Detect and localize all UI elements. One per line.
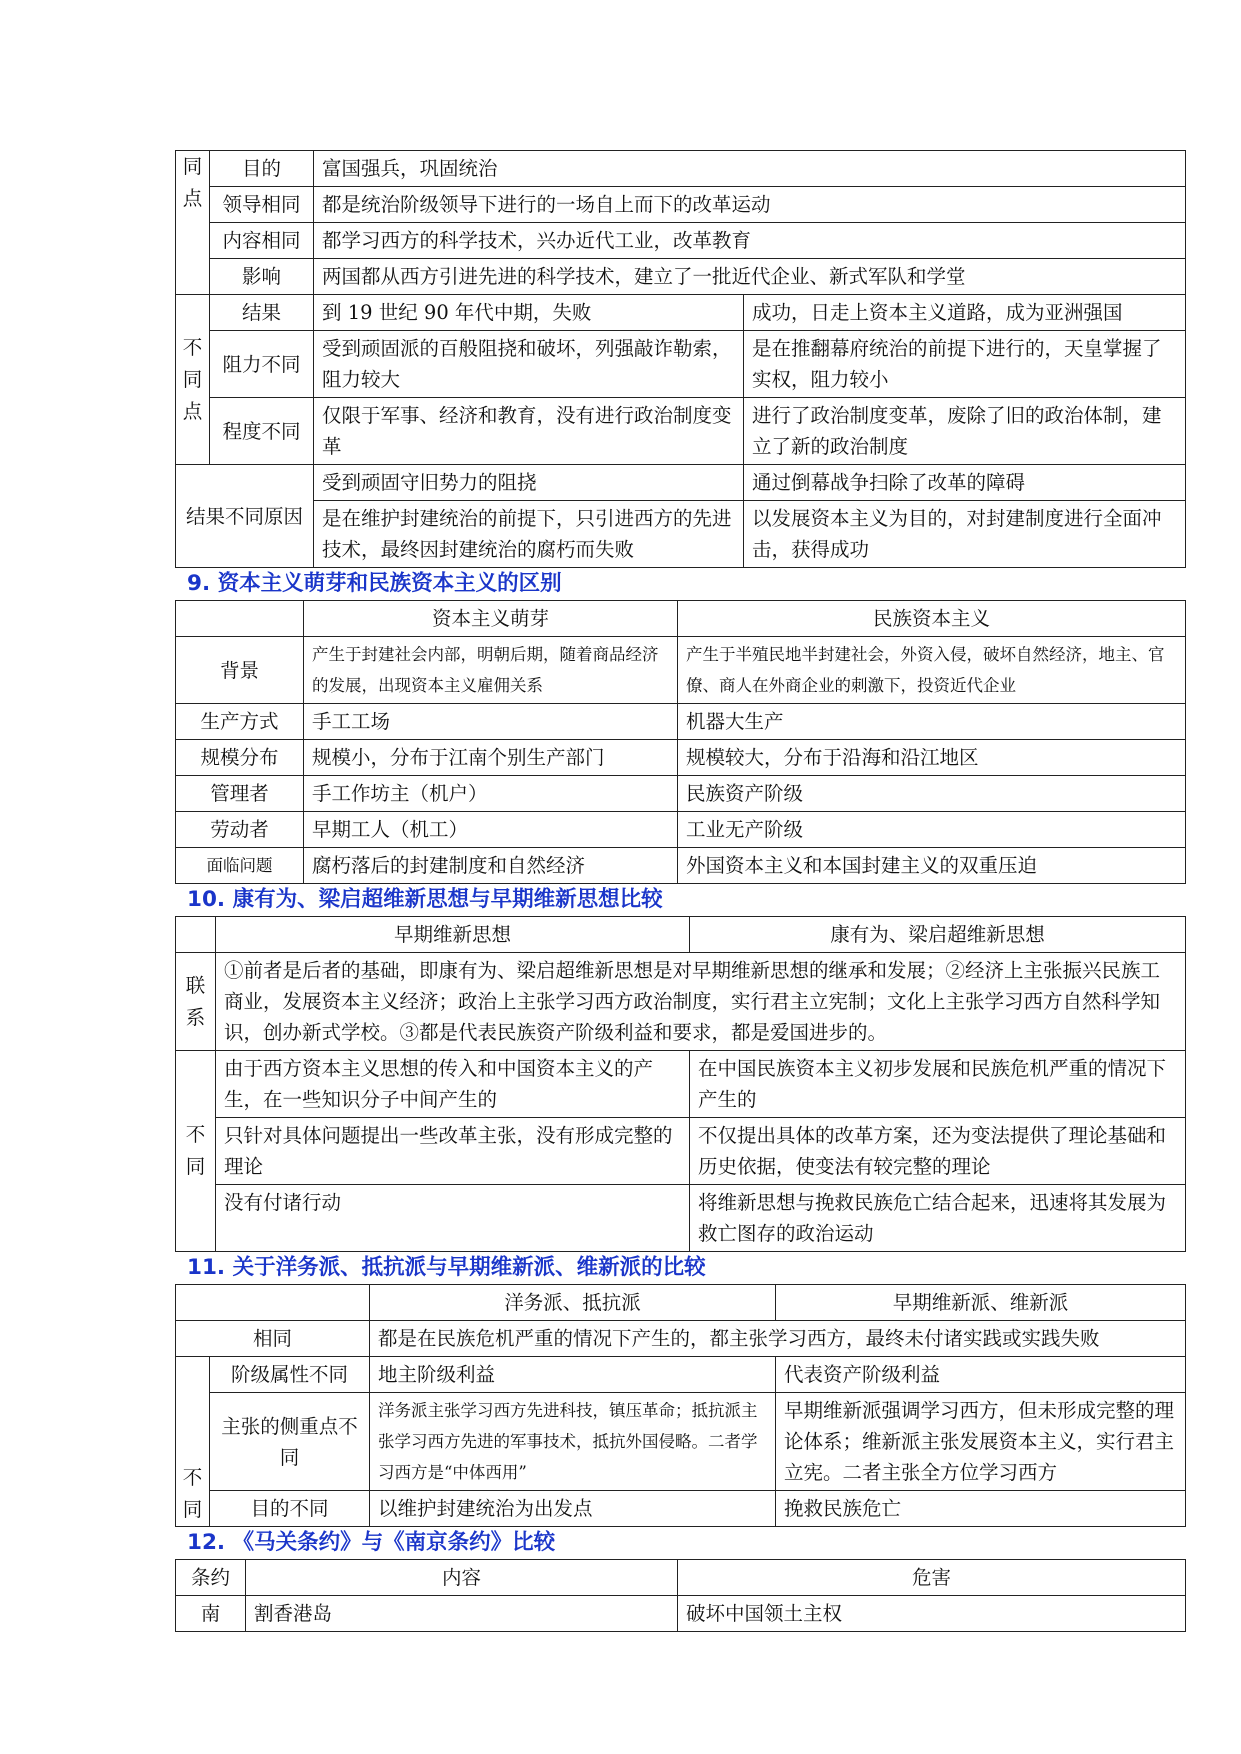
row-label: 面临问题 [176, 848, 304, 884]
cell-sprouts: 手工工场 [304, 704, 678, 740]
cell-sprouts: 手工作坊主（机户） [304, 776, 678, 812]
row-label: 劳动者 [176, 812, 304, 848]
row-label: 内容相同 [210, 223, 314, 259]
cell-content: 割香港岛 [246, 1596, 678, 1632]
cell-reformers: 早期维新派强调学习西方，但未形成完整的理论体系；维新派主张发展资本主义，实行君主立宪。二者主张全方位学习西方 [776, 1393, 1186, 1491]
diff-label: 不同 [176, 1357, 210, 1527]
row-label: 阻力不同 [210, 331, 314, 398]
cell-china: 是在维护封建统治的前提下，只引进西方的先进技术，最终因封建统治的腐朽而失败 [314, 501, 744, 568]
row-label: 背景 [176, 637, 304, 704]
corner-cell [176, 1285, 370, 1321]
cell-early: 没有付诸行动 [216, 1185, 690, 1252]
row-label: 阶级属性不同 [210, 1357, 370, 1393]
column-header: 早期维新思想 [216, 917, 690, 953]
cell-japan: 通过倒幕战争扫除了改革的障碍 [744, 465, 1186, 501]
row-label: 南 [176, 1596, 246, 1632]
column-header: 康有为、梁启超维新思想 [690, 917, 1186, 953]
comparison-table-8 [175, 150, 1186, 568]
row-label: 生产方式 [176, 704, 304, 740]
section-heading-11: 11. 关于洋务派、抵抗派与早期维新派、维新派的比较 [187, 1255, 706, 1280]
column-header: 资本主义萌芽 [304, 601, 678, 637]
cell-early: 由于西方资本主义思想的传入和中国资本主义的产生，在一些知识分子中间产生的 [216, 1051, 690, 1118]
comparison-table-9 [175, 600, 1186, 884]
row-label: 目的 [210, 151, 314, 187]
corner-cell [176, 601, 304, 637]
cell-national: 外国资本主义和本国封建主义的双重压迫 [678, 848, 1186, 884]
cell-china: 受到顽固守旧势力的阻挠 [314, 465, 744, 501]
cell-japan: 进行了政治制度变革，废除了旧的政治体制，建立了新的政治制度 [744, 398, 1186, 465]
column-header: 民族资本主义 [678, 601, 1186, 637]
row-value: 都是统治阶级领导下进行的一场自上而下的改革运动 [314, 187, 1186, 223]
cell-national: 民族资产阶级 [678, 776, 1186, 812]
link-label: 联系 [176, 953, 216, 1051]
cell-china: 到 19 世纪 90 年代中期，失败 [314, 295, 744, 331]
column-header: 早期维新派、维新派 [776, 1285, 1186, 1321]
cell-kang-liang: 在中国民族资本主义初步发展和民族危机严重的情况下产生的 [690, 1051, 1186, 1118]
section-heading-12: 12. 《马关条约》与《南京条约》比较 [187, 1530, 556, 1555]
row-label: 影响 [210, 259, 314, 295]
cell-sprouts: 腐朽落后的封建制度和自然经济 [304, 848, 678, 884]
same-label: 相同 [176, 1321, 370, 1357]
corner-cell [176, 917, 216, 953]
cell-japan: 成功，日走上资本主义道路，成为亚洲强国 [744, 295, 1186, 331]
cell-sprouts: 产生于封建社会内部，明朝后期，随着商品经济的发展，出现资本主义雇佣关系 [304, 637, 678, 704]
cell-westernizers: 地主阶级利益 [370, 1357, 776, 1393]
cell-westernizers: 以维护封建统治为出发点 [370, 1491, 776, 1527]
cell-sprouts: 早期工人（机工） [304, 812, 678, 848]
cell-china: 受到顽固派的百般阻挠和破坏，列强敲诈勒索，阻力较大 [314, 331, 744, 398]
comparison-table-10 [175, 916, 1186, 1252]
cell-japan: 以发展资本主义为目的，对封建制度进行全面冲击，获得成功 [744, 501, 1186, 568]
row-value: 都学习西方的科学技术，兴办近代工业，改革教育 [314, 223, 1186, 259]
diff-label: 不同 [176, 1051, 216, 1252]
comparison-table-12 [175, 1559, 1186, 1632]
section-heading-9: 9. 资本主义萌芽和民族资本主义的区别 [187, 571, 562, 596]
row-label: 规模分布 [176, 740, 304, 776]
cell-china: 仅限于军事、经济和教育，没有进行政治制度变革 [314, 398, 744, 465]
cell-reformers: 代表资产阶级利益 [776, 1357, 1186, 1393]
comparison-table-11 [175, 1284, 1186, 1527]
diff-points-label: 不同点 [176, 295, 210, 465]
row-label: 结果 [210, 295, 314, 331]
cell-harm: 破坏中国领土主权 [678, 1596, 1186, 1632]
row-label: 程度不同 [210, 398, 314, 465]
column-header: 条约 [176, 1560, 246, 1596]
cell-westernizers: 洋务派主张学习西方先进科技，镇压革命；抵抗派主张学习西方先进的军事技术，抵抗外国侵略。二者学习西方是“中体西用” [370, 1393, 776, 1491]
column-header: 内容 [246, 1560, 678, 1596]
cell-early: 只针对具体问题提出一些改革主张，没有形成完整的理论 [216, 1118, 690, 1185]
row-label: 管理者 [176, 776, 304, 812]
cell-national: 工业无产阶级 [678, 812, 1186, 848]
column-header: 洋务派、抵抗派 [370, 1285, 776, 1321]
cell-sprouts: 规模小，分布于江南个别生产部门 [304, 740, 678, 776]
section-heading-10: 10. 康有为、梁启超维新思想与早期维新思想比较 [187, 887, 663, 912]
cell-national: 机器大生产 [678, 704, 1186, 740]
row-value: 两国都从西方引进先进的科学技术，建立了一批近代企业、新式军队和学堂 [314, 259, 1186, 295]
cell-japan: 是在推翻幕府统治的前提下进行的，天皇掌握了实权，阻力较小 [744, 331, 1186, 398]
reason-label: 结果不同原因 [176, 465, 314, 568]
cell-national: 规模较大，分布于沿海和沿江地区 [678, 740, 1186, 776]
row-label: 目的不同 [210, 1491, 370, 1527]
row-label: 主张的侧重点不同 [210, 1393, 370, 1491]
row-label: 领导相同 [210, 187, 314, 223]
page [175, 150, 1185, 1632]
same-text: 都是在民族危机严重的情况下产生的，都主张学习西方，最终未付诸实践或实践失败 [370, 1321, 1186, 1357]
cell-kang-liang: 将维新思想与挽救民族危亡结合起来，迅速将其发展为救亡图存的政治运动 [690, 1185, 1186, 1252]
cell-kang-liang: 不仅提出具体的改革方案，还为变法提供了理论基础和历史依据，使变法有较完整的理论 [690, 1118, 1186, 1185]
link-text: ①前者是后者的基础，即康有为、梁启超维新思想是对早期维新思想的继承和发展；②经济上主张振兴民族工商业，发展资本主义经济；政治上主张学习西方政治制度，实行君主立宪制；文化上主张学习西方自然科学知识，创办新式学校。③都是代表民族资产阶级利益和要求，都是爱国进步的。 [216, 953, 1186, 1051]
cell-national: 产生于半殖民地半封建社会，外资入侵，破坏自然经济，地主、官僚、商人在外商企业的刺激下，投资近代企业 [678, 637, 1186, 704]
same-points-label: 同点 [176, 151, 210, 295]
column-header: 危害 [678, 1560, 1186, 1596]
row-value: 富国强兵，巩固统治 [314, 151, 1186, 187]
cell-reformers: 挽救民族危亡 [776, 1491, 1186, 1527]
